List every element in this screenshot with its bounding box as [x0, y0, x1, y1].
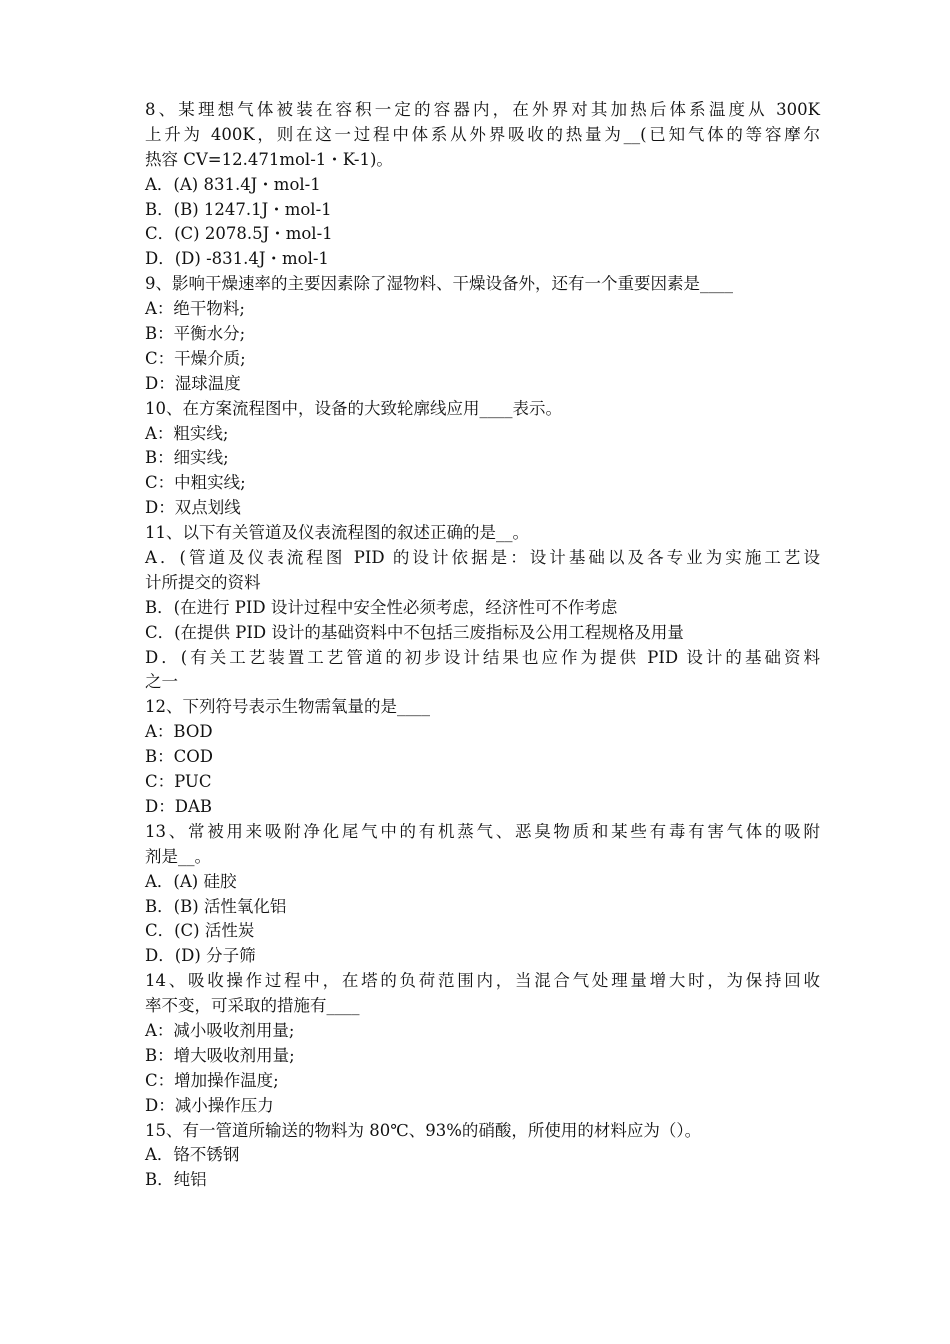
question-text-line: 8、某理想气体被装在容积一定的容器内，在外界对其加热后体系温度从 300K	[145, 100, 820, 119]
question-text-line: 9、影响干燥速率的主要因素除了湿物料、干燥设备外，还有一个重要因素是____	[145, 274, 733, 294]
option-a-continued: 计所提交的资料	[145, 572, 261, 592]
option-d-continued: 之一	[145, 672, 178, 692]
option-b: B．(B) 活性氧化铝	[145, 896, 287, 916]
option-c: C：干燥介质;	[145, 348, 246, 368]
question-text-line: 上升为 400K，则在这一过程中体系从外界吸收的热量为__(已知气体的等容摩尔	[145, 124, 820, 144]
option-d: D．(D) 分子筛	[145, 946, 256, 966]
question-9	[145, 272, 820, 396]
question-text-line: 12、下列符号表示生物需氧量的是____	[145, 697, 430, 717]
question-text-line: 14、吸收操作过程中，在塔的负荷范围内，当混合气处理量增大时，为保持回收	[145, 971, 820, 991]
question-8	[145, 98, 820, 272]
option-b: B：细实线;	[145, 448, 229, 468]
question-text-line: 剂是__。	[145, 846, 211, 866]
question-10	[145, 397, 820, 521]
option-a: A．(管道及仪表流程图 PID 的设计依据是：设计基础以及各专业为实施工艺设	[145, 548, 820, 568]
question-text-line: 率不变，可采取的措施有____	[145, 996, 360, 1016]
option-d: D：双点划线	[145, 498, 241, 518]
option-a: A．铬不锈钢	[145, 1145, 240, 1165]
option-c: C：PUC	[145, 772, 212, 792]
question-text-line: 11、以下有关管道及仪表流程图的叙述正确的是__。	[145, 523, 529, 543]
option-c: C：增加操作温度;	[145, 1070, 279, 1090]
option-a: A．(A) 831.4J・mol-1	[145, 174, 321, 194]
option-b: B．(B) 1247.1J・mol-1	[145, 199, 332, 219]
option-b: B：平衡水分;	[145, 324, 246, 344]
option-d: D：DAB	[145, 796, 212, 816]
option-a: A：粗实线;	[145, 423, 229, 443]
question-13	[145, 820, 820, 969]
question-12	[145, 695, 820, 819]
option-d: D：湿球温度	[145, 373, 241, 393]
option-c: C．(C) 2078.5J・mol-1	[145, 224, 333, 244]
question-text-line: 15、有一管道所输送的物料为 80℃、93%的硝酸，所使用的材料应为（）。	[145, 1120, 702, 1140]
option-d: D．(有关工艺装置工艺管道的初步设计结果也应作为提供 PID 设计的基础资料	[145, 647, 820, 667]
question-14	[145, 969, 820, 1118]
option-a: A．(A) 硅胶	[145, 871, 237, 891]
question-text-line: 热容 CV=12.471mol-1・K-1)。	[145, 149, 393, 169]
option-a: A：绝干物料;	[145, 299, 245, 319]
option-a: A：减小吸收剂用量;	[145, 1020, 295, 1040]
question-15	[145, 1119, 820, 1194]
document-page	[145, 98, 820, 1193]
option-b: B：COD	[145, 747, 214, 767]
option-a: A：BOD	[145, 722, 213, 742]
option-c: C．(C) 活性炭	[145, 921, 255, 941]
option-c: C．(在提供 PID 设计的基础资料中不包括三废指标及公用工程规格及用量	[145, 622, 684, 642]
question-text-line: 13、常被用来吸附净化尾气中的有机蒸气、恶臭物质和某些有毒有害气体的吸附	[145, 821, 820, 841]
question-text-line: 10、在方案流程图中，设备的大致轮廓线应用____表示。	[145, 398, 562, 418]
option-b: B：增大吸收剂用量;	[145, 1045, 295, 1065]
option-c: C：中粗实线;	[145, 473, 246, 493]
option-d: D．(D) -831.4J・mol-1	[145, 249, 329, 269]
option-b: B．纯铝	[145, 1170, 207, 1190]
option-d: D：减小操作压力	[145, 1095, 274, 1115]
option-b: B．(在进行 PID 设计过程中安全性必须考虑，经济性可不作考虑	[145, 597, 618, 617]
question-11	[145, 521, 820, 695]
